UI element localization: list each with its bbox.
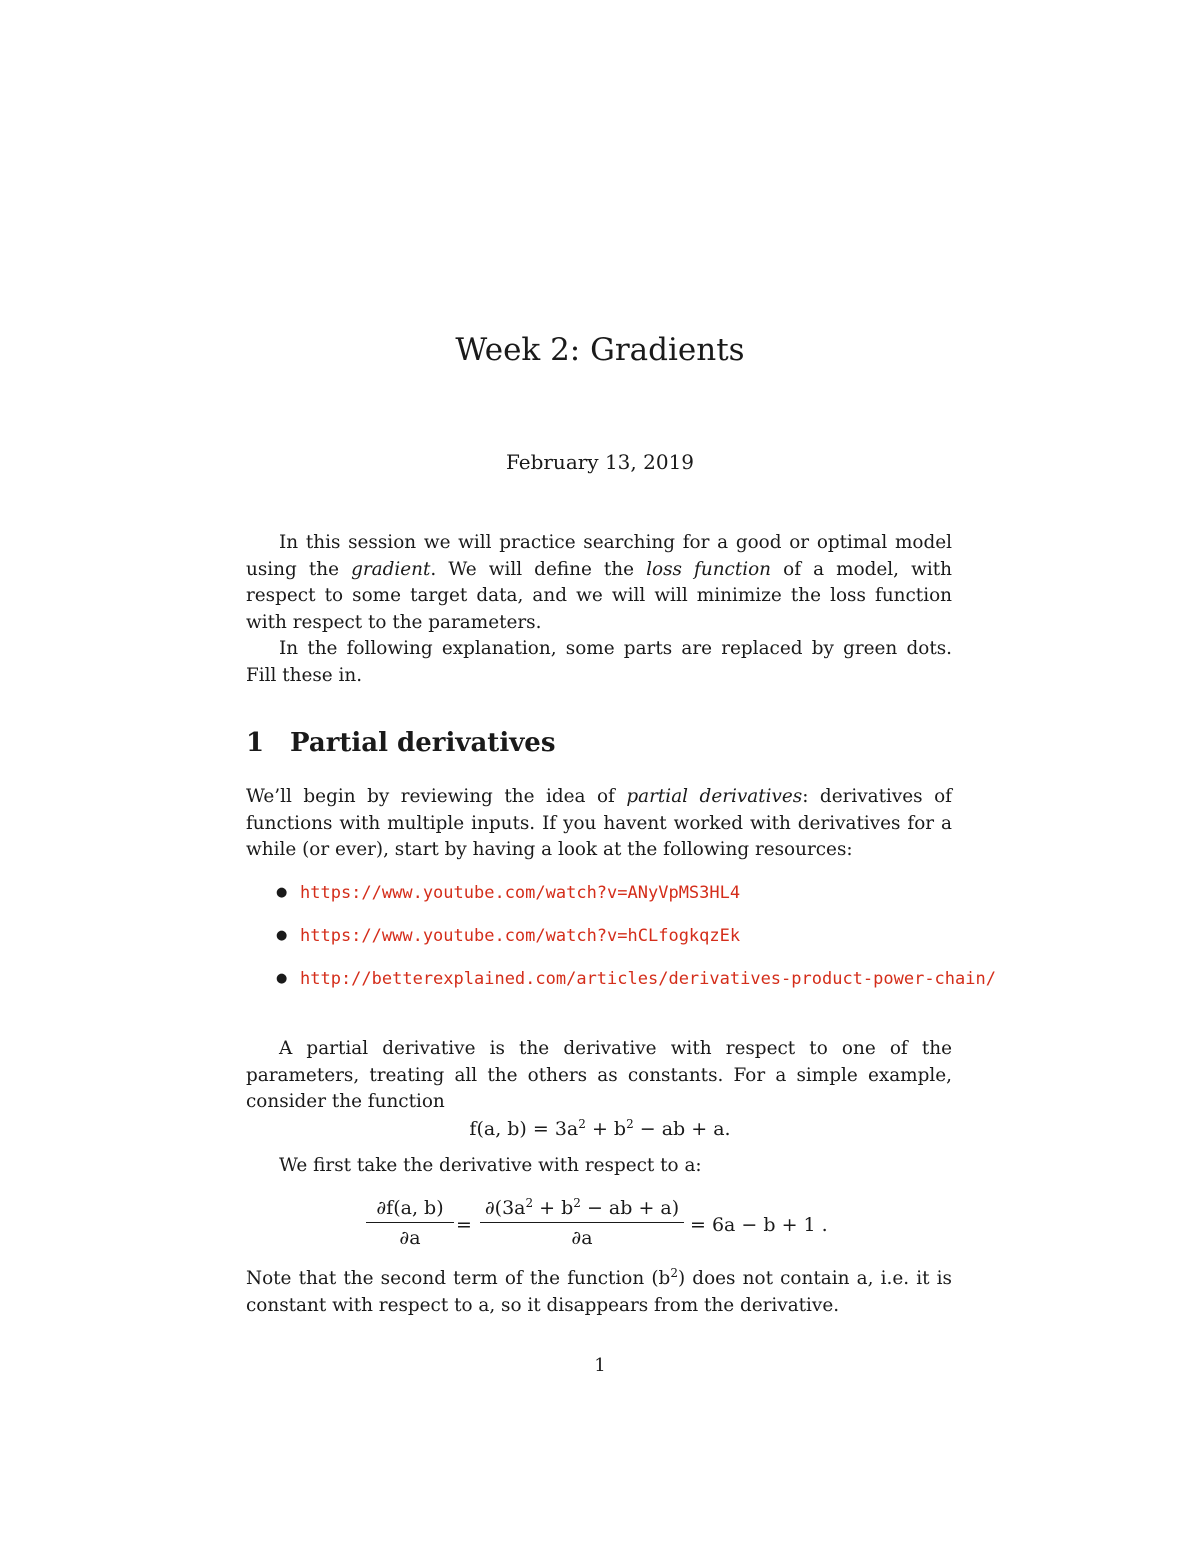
term-loss-function: loss function — [646, 558, 772, 580]
exponent: 2 — [525, 1196, 534, 1210]
section-title: Partial derivatives — [290, 728, 556, 758]
section-number: 1 — [246, 728, 265, 758]
bullet-icon: ● — [276, 885, 288, 900]
fraction-denominator: ∂a — [399, 1227, 421, 1250]
fraction-numerator: ∂f(a, b) — [376, 1197, 444, 1219]
equation-text: − ab + a. — [633, 1118, 731, 1140]
resource-list — [276, 880, 1006, 1009]
mid-fraction — [480, 1194, 684, 1253]
partial-derivative-definition: A partial derivative is the derivative with respect to one of the parameters, treating all the others as constants. For a simple example, consider the function — [246, 1038, 952, 1112]
page-number: 1 — [594, 1355, 606, 1376]
list-item — [276, 966, 1006, 992]
exponent: 2 — [578, 1117, 586, 1131]
term-partial-derivatives: partial derivatives — [626, 786, 803, 807]
partial-derivatives-intro — [246, 784, 952, 864]
equals-sign: = — [456, 1214, 472, 1236]
document-title: Week 2: Gradients — [455, 332, 745, 368]
equation-text: − ab + a) — [580, 1197, 680, 1219]
fraction-denominator: ∂a — [571, 1227, 593, 1250]
derivative-equation — [366, 1194, 846, 1258]
paragraph-text: : derivatives of functions with multiple inputs. If you havent worked with derivatives for a while (or ever), start by having a look at the following resources: — [246, 786, 952, 860]
paragraph-text: ) does not contain a, i.e. it is constant with respect to a, so it disappears from the derivative. — [246, 1268, 952, 1316]
document-date: February 13, 2019 — [505, 450, 695, 474]
list-item — [276, 880, 1006, 906]
instructions-paragraph: In the following explanation, some parts are replaced by green dots. Fill these in. — [246, 638, 952, 686]
function-equation — [0, 1114, 1200, 1144]
section-heading — [246, 722, 555, 764]
exponent: 2 — [670, 1266, 678, 1280]
derivative-result: = 6a − b + 1 . — [690, 1214, 828, 1236]
intro-text: of a model, with respect to some target data, and we will will minimize the loss function with respect to the parameters. — [246, 558, 952, 633]
equation-text: + b — [533, 1197, 574, 1219]
bullet-icon: ● — [276, 971, 288, 986]
resource-link-2[interactable]: https://www.youtube.com/watch?v=hCLfogkqzEk — [300, 926, 741, 946]
resource-link-3[interactable]: http://betterexplained.com/articles/derivatives-product-power-chain/ — [300, 969, 996, 989]
resource-link-1[interactable]: https://www.youtube.com/watch?v=ANyVpMS3HL4 — [300, 883, 741, 903]
derivative-intro: We first take the derivative with respect to a: — [279, 1155, 702, 1176]
lhs-fraction — [366, 1194, 454, 1253]
term-gradient: gradient — [351, 558, 431, 580]
list-item — [276, 923, 1006, 949]
note-paragraph — [246, 1266, 952, 1319]
equation-text: f(a, b) = 3a — [469, 1118, 579, 1140]
exponent: 2 — [626, 1117, 634, 1131]
exponent: 2 — [573, 1196, 581, 1210]
bullet-icon: ● — [276, 928, 288, 943]
paragraph-text: Note that the second term of the function (b — [246, 1268, 671, 1289]
paragraph-text: We’ll begin by reviewing the idea of — [246, 786, 627, 807]
equation-text: ∂(3a — [484, 1197, 526, 1219]
intro-text: In this session we will practice searching for a good or optimal model using the — [246, 532, 952, 580]
equation-text: + b — [585, 1118, 627, 1140]
intro-text: . We will define the — [430, 558, 647, 580]
fraction-numerator — [480, 1194, 684, 1222]
intro-paragraph — [246, 530, 952, 636]
